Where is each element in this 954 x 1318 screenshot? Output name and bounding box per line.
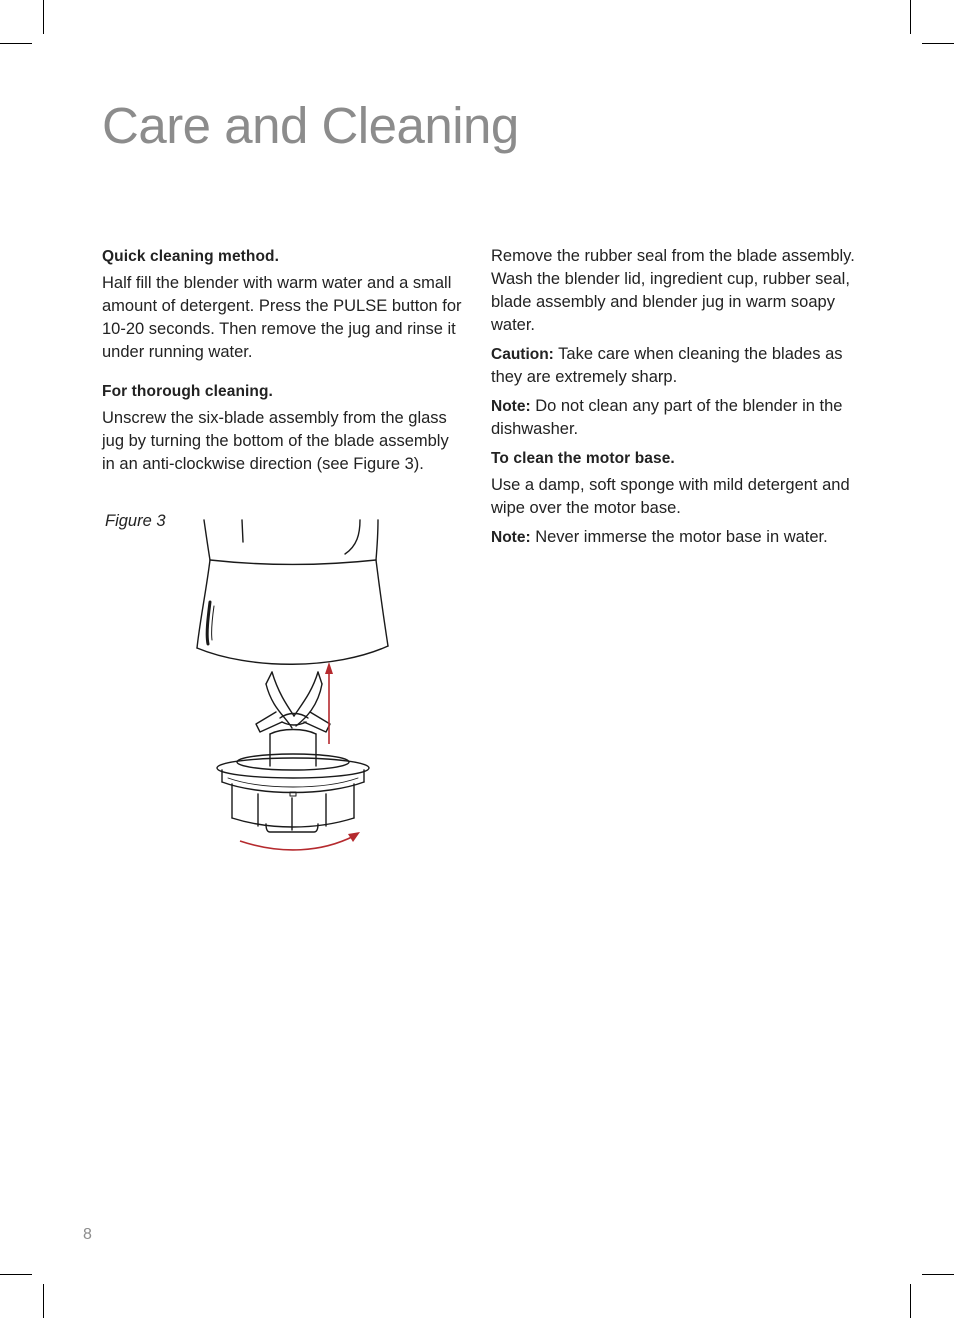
caution-text: Take care when cleaning the blades as they are extremely sharp. (491, 345, 843, 386)
dishwasher-note (491, 395, 861, 441)
crop-mark (910, 0, 911, 34)
immerse-note (491, 526, 861, 549)
note-text: Do not clean any part of the blender in the dishwasher. (491, 397, 843, 438)
motor-base-heading: To clean the motor base. (491, 450, 675, 467)
quick-cleaning-text: Half fill the blender with warm water and a small amount of detergent. Press the PULSE button for 10-20 seconds. Then remove the jug and rinse it under running water. (102, 274, 462, 361)
page-number: 8 (83, 1226, 92, 1243)
crop-mark (922, 1274, 954, 1275)
note-text: Never immerse the motor base in water. (530, 528, 828, 546)
caution-paragraph (491, 343, 861, 389)
caution-label: Caution: (491, 346, 554, 363)
note-label: Note: (491, 398, 531, 415)
crop-mark (922, 43, 954, 44)
page-title: Care and Cleaning (102, 97, 519, 154)
crop-mark (910, 1284, 911, 1318)
motor-base-text: Use a damp, soft sponge with mild detergent and wipe over the motor base. (491, 476, 850, 517)
right-column (491, 245, 861, 549)
crop-mark (0, 1274, 32, 1275)
rubber-seal-text: Remove the rubber seal from the blade assembly. Wash the blender lid, ingredient cup, rubber seal, blade assembly and blender jug in warm soapy water. (491, 247, 855, 334)
crop-mark (43, 1284, 44, 1318)
figure-caption: Figure 3 (105, 512, 166, 530)
thorough-cleaning-heading: For thorough cleaning. (102, 383, 273, 400)
crop-mark (43, 0, 44, 34)
left-column (102, 245, 464, 476)
note-label: Note: (491, 529, 531, 546)
blade-assembly-illustration (190, 512, 390, 857)
crop-mark (0, 43, 32, 44)
quick-cleaning-heading: Quick cleaning method. (102, 248, 280, 265)
thorough-cleaning-text: Unscrew the six-blade assembly from the glass jug by turning the bottom of the blade assembly in an anti-clockwise direction (see Figure 3). (102, 409, 449, 473)
